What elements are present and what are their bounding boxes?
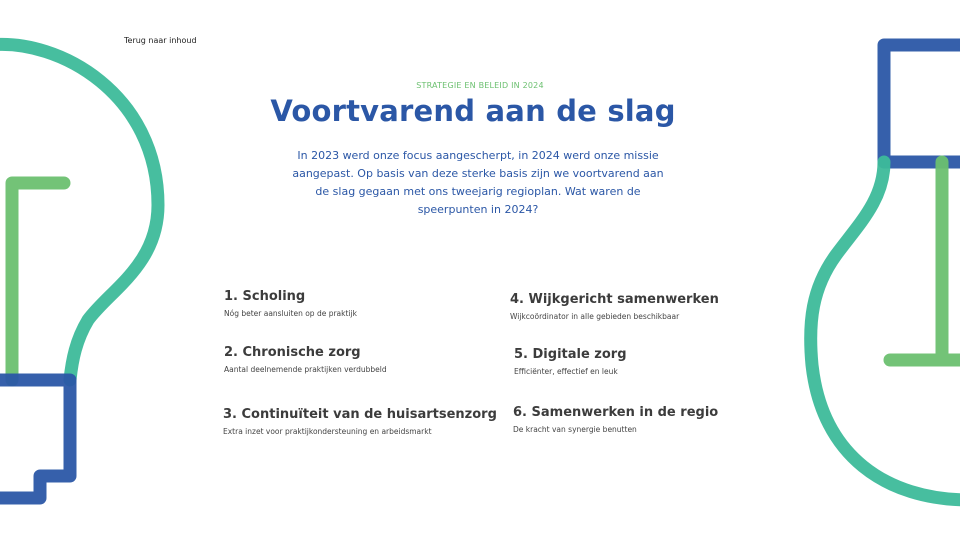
focus-item-wijkgericht <box>510 292 719 321</box>
focus-item-title: 6. Samenwerken in de regio <box>513 405 719 420</box>
left-bulb-base <box>0 380 70 498</box>
back-to-contents-link[interactable]: Terug naar inhoud <box>124 36 197 45</box>
focus-item-subtitle: Nóg beter aansluiten op de praktijk <box>224 309 357 318</box>
intro-paragraph: In 2023 werd onze focus aangescherpt, in 2024 werd onze missie aangepast. Op basis van deze sterke basis zijn we voortvarend aan de slag gegaan met ons tweejarig regioplan. Wat waren de speerpunten in 2024? <box>292 149 664 216</box>
page-title: Voortvarend aan de slag <box>270 94 676 128</box>
focus-item-chronische-zorg <box>224 345 387 374</box>
focus-item-continuiteit <box>223 407 497 436</box>
focus-item-digitale-zorg <box>514 347 627 376</box>
focus-item-title: 2. Chronische zorg <box>224 345 361 360</box>
focus-item-samenwerken-regio <box>513 405 718 434</box>
section-eyebrow: STRATEGIE EN BELEID IN 2024 <box>416 81 544 90</box>
right-bulb-filament <box>890 162 960 360</box>
focus-item-scholing <box>224 289 357 318</box>
focus-item-title: 3. Continuïteit van de huisartsenzorg <box>223 407 497 422</box>
focus-item-subtitle: Aantal deelnemende praktijken verdubbeld <box>224 365 387 374</box>
left-bulb-filament <box>12 183 64 380</box>
focus-item-subtitle: Wijkcoördinator in alle gebieden beschikbaar <box>510 312 680 321</box>
focus-item-title: 4. Wijkgericht samenwerken <box>510 292 719 307</box>
focus-item-title: 1. Scholing <box>224 289 306 304</box>
focus-item-title: 5. Digitale zorg <box>514 347 627 362</box>
focus-item-subtitle: De kracht van synergie benutten <box>513 425 637 434</box>
focus-item-subtitle: Extra inzet voor praktijkondersteuning en arbeidsmarkt <box>223 427 432 436</box>
focus-item-subtitle: Efficiënter, effectief en leuk <box>514 367 618 376</box>
